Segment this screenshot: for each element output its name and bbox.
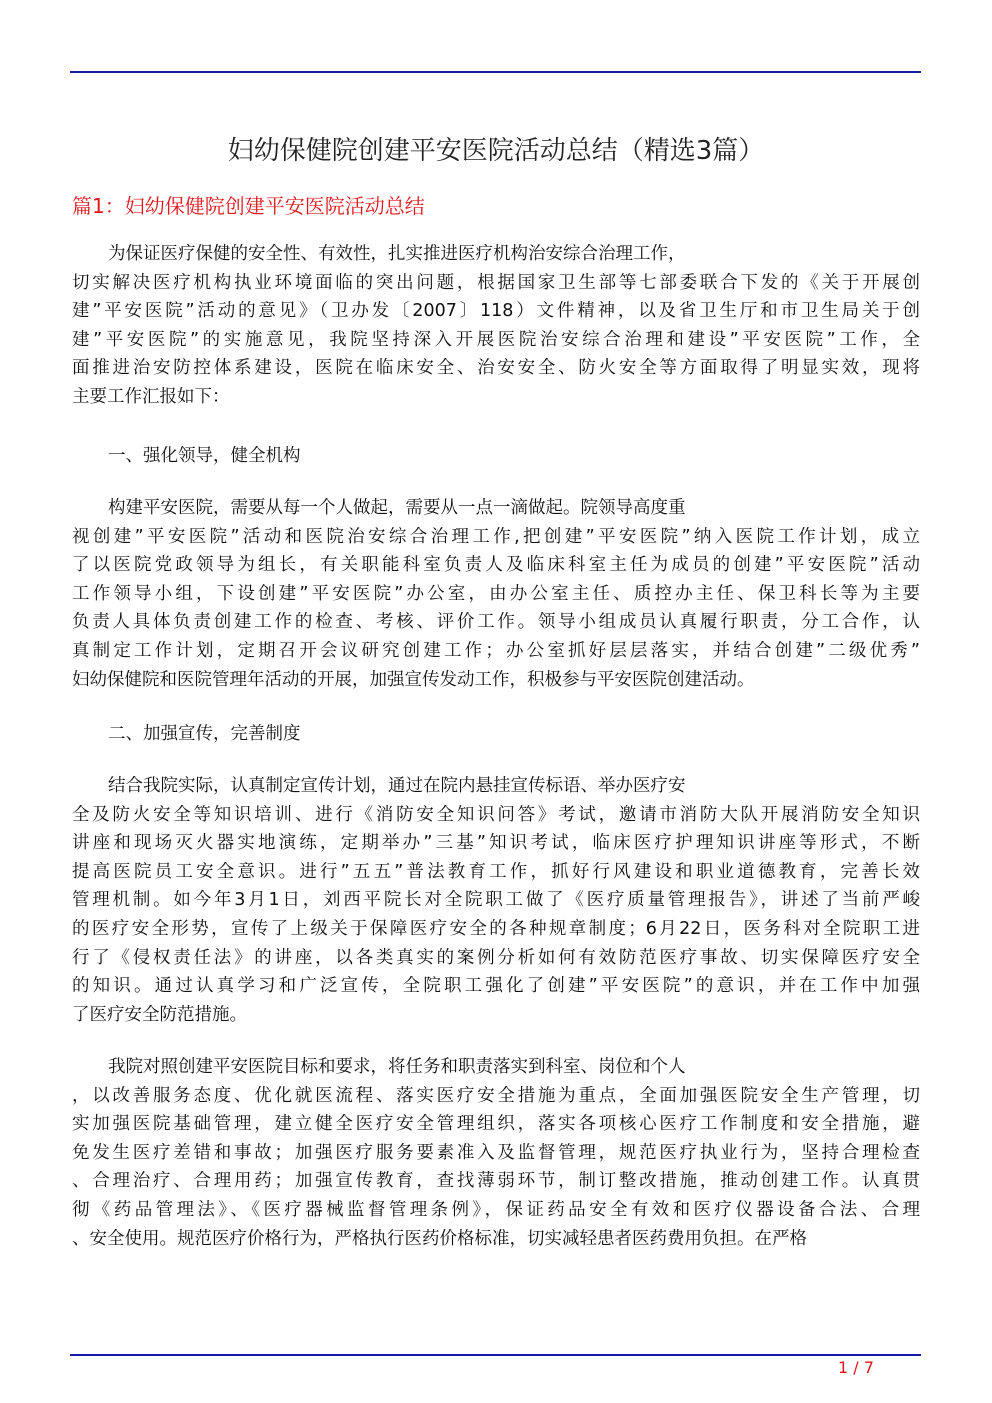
- paragraph-line: 真制定工作计划，定期召开会议研究创建工作；办公室抓好层层落实，并结合创建”二级优秀”: [72, 640, 920, 661]
- paragraph-3: [72, 772, 920, 1029]
- paragraph-line: 主要工作汇报如下：: [72, 386, 230, 407]
- paragraph-line: 面推进治安防控体系建设，医院在临床安全、治安安全、防火安全等方面取得了明显实效，现将: [72, 358, 920, 379]
- paragraph-line: 了医疗安全防范措施。: [72, 1004, 247, 1025]
- paragraph-line: 行了《侵权责任法》的讲座，以各类真实的案例分析如何有效防范医疗事故、切实保障医疗安全: [72, 947, 920, 968]
- paragraph-line: 免发生医疗差错和事故；加强医疗服务要素准入及监督管理，规范医疗执业行为，坚持合理检查: [72, 1142, 920, 1163]
- paragraph-2: [72, 494, 920, 694]
- paragraph-1: [72, 240, 920, 412]
- paragraph-line: 切实解决医疗机构执业环境面临的突出问题，根据国家卫生部等七部委联合下发的《关于开展创: [72, 272, 920, 293]
- paragraph-line: 视创建”平安医院”活动和医院治安综合治理工作,把创建”平安医院”纳入医院工作计划，成立: [72, 526, 920, 547]
- paragraph-4: [72, 1053, 920, 1253]
- footer-rule: [70, 1354, 921, 1356]
- paragraph-line: 、合理治疗、合理用药；加强宣传教育，查找薄弱环节，制订整改措施，推动创建工作。认真贯: [72, 1171, 920, 1192]
- paragraph-line: 建”平安医院”的实施意见，我院坚持深入开展医院治安综合治理和建设”平安医院”工作，全: [72, 329, 920, 350]
- paragraph-line: 实加强医院基础管理，建立健全医疗安全管理组织，落实各项核心医疗工作制度和安全措施，避: [72, 1114, 920, 1135]
- paragraph-line: 提高医院员工安全意识。进行”五五”普法教育工作，抓好行风建设和职业道德教育，完善长效: [72, 861, 920, 882]
- subheading-2: 二、加强宣传，完善制度: [108, 724, 301, 744]
- paragraph-line: 结合我院实际，认真制定宣传计划，通过在院内悬挂宣传标语、举办医疗安: [108, 776, 686, 796]
- paragraph-line: 彻《药品管理法》、《医疗器械监督管理条例》，保证药品安全有效和医疗仪器设备合法、合理: [72, 1199, 920, 1220]
- paragraph-line: 我院对照创建平安医院目标和要求，将任务和职责落实到科室、岗位和个人: [108, 1057, 686, 1077]
- section-heading: 篇1：妇幼保健院创建平安医院活动总结: [72, 194, 425, 218]
- subheading-1: 一、强化领导，健全机构: [108, 446, 301, 466]
- paragraph-line: 工作领导小组，下设创建”平安医院”办公室，由办公室主任、质控办主任、保卫科长等为主要: [72, 583, 920, 604]
- document-title: 妇幼保健院创建平安医院活动总结（精选3篇）: [227, 136, 765, 166]
- paragraph-line: 妇幼保健院和医院管理年活动的开展，加强宣传发动工作，积极参与平安医院创建活动。: [72, 669, 755, 690]
- paragraph-line: 负责人具体负责创建工作的检查、考核、评价工作。领导小组成员认真履行职责，分工合作，认: [72, 612, 920, 633]
- paragraph-line: 管理机制。如今年3月1日，刘西平院长对全院职工做了《医疗质量管理报告》，讲述了当前严峻: [72, 890, 920, 911]
- paragraph-line: 的知识。通过认真学习和广泛宣传，全院职工强化了创建”平安医院”的意识，并在工作中加强: [72, 976, 920, 997]
- header-rule: [70, 71, 921, 73]
- paragraph-line: 全及防火安全等知识培训、进行《消防安全知识问答》考试，邀请市消防大队开展消防安全知识: [72, 804, 920, 825]
- paragraph-line: 了以医院党政领导为组长，有关职能科室负责人及临床科室主任为成员的创建”平安医院”活动: [72, 555, 920, 576]
- paragraph-line: ，以改善服务态度、优化就医流程、落实医疗安全措施为重点，全面加强医院安全生产管理，切: [72, 1085, 920, 1106]
- paragraph-line: 、安全使用。规范医疗价格行为，严格执行医药价格标准，切实减轻患者医药费用负担。在严格: [72, 1228, 807, 1249]
- paragraph-line: 构建平安医院，需要从每一个人做起，需要从一点一滴做起。院领导高度重: [108, 498, 686, 518]
- paragraph-line: 讲座和现场灭火器实地演练，定期举办”三基”知识考试，临床医疗护理知识讲座等形式，不断: [72, 833, 920, 854]
- page-number: 1 / 7: [838, 1358, 874, 1377]
- paragraph-line: 为保证医疗保健的安全性、有效性，扎实推进医疗机构治安综合治理工作，: [108, 244, 686, 264]
- paragraph-line: 的医疗安全形势，宣传了上级关于保障医疗安全的各种规章制度；6月22日，医务科对全院职工进: [72, 918, 920, 939]
- paragraph-line: 建”平安医院”活动的意见》（卫办发〔2007〕118）文件精神，以及省卫生厅和市卫生局关于创: [72, 301, 920, 322]
